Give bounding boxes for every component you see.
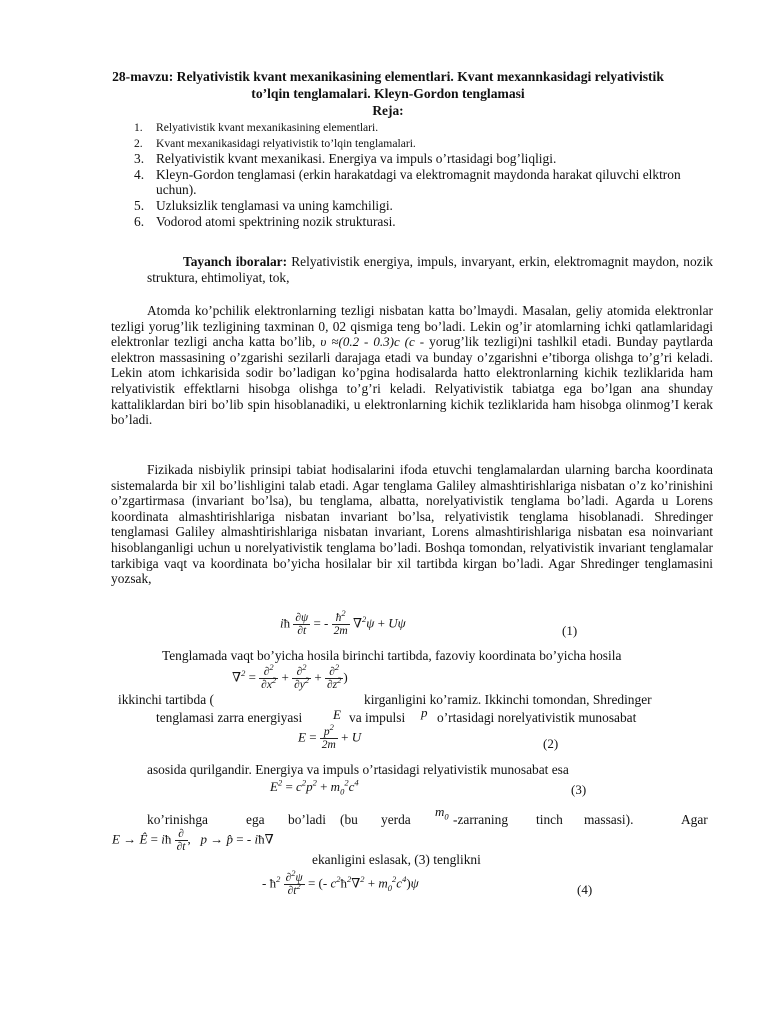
word: massasi). bbox=[584, 812, 634, 827]
ekanligini-text: ekanligini eslasak, (3) tenglikni bbox=[312, 852, 481, 867]
equation-4: - $ħ^2$ $\frac{\partial^2\psi}{\partial t^2}$ = (- $c^2ħ^2\nabla^2 + m_0^2c^4)\psi$ bbox=[262, 868, 419, 897]
word: Agar bbox=[681, 812, 708, 827]
ikkinchi-text-b: kirganligini ko’ramiz. Ikkinchi tomondan, Shredinger bbox=[364, 692, 652, 707]
page-title: 28-mavzu: Relyativistik kvant mexanikasining elementlari. Kvant mexannkasidagi relyativistik to’lqin tenglamalari. Kleyn-Gordon tenglamasi bbox=[112, 69, 664, 101]
rest-mass-symbol: $m_0$ bbox=[435, 804, 449, 822]
plan-item: 3. Relyativistik kvant mexanikasi. Energiya va impuls o’rtasidagi bog’liqligi. bbox=[134, 151, 557, 167]
word: ko’rinishga bbox=[147, 812, 208, 827]
zarra-mass-text: -zarraning bbox=[453, 812, 509, 827]
text-after-eq1: Tenglamada vaqt bo’yicha hosila birinchi tartibda, fazoviy koordinata bo’yicha hosila bbox=[162, 648, 622, 663]
plan-item: 6. Vodorod atomi spektrining nozik strukturasi. bbox=[134, 213, 396, 229]
equation-1: iħ $\frac{\partial\psi}{\partial t}$ = - $\frac{ħ^2}{2m}$ ∇$^2$ψ + Uψ bbox=[280, 608, 406, 637]
equation-1-number: (1) bbox=[562, 623, 578, 638]
energy-line-a: tenglamasi zarra energiyasi bbox=[156, 710, 303, 725]
laplacian-formula: ∇$^2$ = $\frac{\partial^2}{\partial x^2}$ + $\frac{\partial^2}{\partial y^2}$ + $\frac{\partial^2}{\partial z^2}$ ) bbox=[232, 662, 348, 691]
word: (bu bbox=[340, 812, 358, 827]
equation-2: E = $\frac{p^2}{2m}$ + U bbox=[298, 722, 362, 751]
energy-line-c: o’rtasidagi norelyativistik munosabat bbox=[437, 710, 637, 725]
ikkinchi-text-a: ikkinchi tartibda ( bbox=[118, 692, 214, 707]
plan-list bbox=[134, 120, 694, 229]
plan-heading: Reja: bbox=[372, 103, 404, 118]
asosida-text: asosida qurilgandir. Energiya va impuls o’rtasidagi relyativistik munosabat esa bbox=[147, 762, 569, 777]
plan-item: 2. Kvant mexanikasidagi relyativistik to’lqin tenglamalari. bbox=[134, 136, 416, 150]
plan-item: 4. Kleyn-Gordon tenglamasi (erkin harakatdagi va elektromagnit maydonda harakat qiluvchi elktron uchun). bbox=[134, 166, 681, 198]
energy-symbol: E bbox=[333, 707, 341, 722]
paragraph-2: Fizikada nisbiylik prinsipi tabiat hodisalarini ifoda etuvchi tenglamalardan ularning barcha koordinata sistemalarda bir xil bo’lishligini talab etadi. Agar tenglama Galiley almashtirishlariga nisbatan o’z ko’rinishini o’zgartirmasa (invariant bo’lsa), bu tenglama, albatta, norelyativistik tenglama bo’ladi. Agarda u Lorens koordinata almashtirishlariga nisbatan invariant bo’lsa, relyativistik tenglama hisoblanadi. Shredinger tenglamasi Galiley almashtirishlariga nisbatan invariant, Lorens almashtirishlariga nisbatan esa noinvariant hisoblanganligi uchun u norelyativistik tenglama bo’ladi. Boshqa tomondan, relyativistik invariant tenglamalar tarkibiga vaqt va koordinata bo’yicha hosilalar bir xil tartibda kirgan bo’ladi. Agar Shredinger tenglamasini yozsak, bbox=[111, 462, 713, 587]
momentum-symbol: p bbox=[421, 705, 428, 720]
word: ega bbox=[246, 812, 265, 827]
word: tinch bbox=[536, 812, 563, 827]
keywords-paragraph bbox=[147, 254, 713, 285]
word: yerda bbox=[381, 812, 411, 827]
velocity-formula: υ ≈(0.2 - 0.3)c (c - bbox=[320, 334, 425, 350]
keywords-text: Relyativistik energiya, impuls, invaryant, erkin, elektromagnit maydon, nozik struktura, ehtimoliyat, tok, bbox=[147, 254, 713, 285]
energy-line-b: va impulsi bbox=[349, 710, 406, 725]
word: bo’ladi bbox=[288, 812, 326, 827]
equation-3-number: (3) bbox=[571, 782, 587, 797]
equation-4-number: (4) bbox=[577, 882, 593, 897]
equation-3: $E^2 = c^2p^2 + m_0^2c^4$ bbox=[270, 777, 359, 797]
plan-item: 1. Relyativistik kvant mexanikasining elementlari. bbox=[134, 121, 379, 134]
keywords-label: Tayanch iboralar: bbox=[183, 254, 288, 269]
plan-item: 5. Uzluksizlik tenglamasi va uning kamchiligi. bbox=[134, 197, 393, 213]
paragraph-1: Atomda ko’pchilik elektronlarning tezligi nisbatan katta bo’lmaydi. Masalan, geliy atomida elektronlar tezligi yorug’lik tezligining taxminan 0, 02 qismiga teng bo’ladi. Lekin og’ir atomlarning ichki qatlamlaridagi elektronlar tezligi ancha katta bo’lib, υ ≈(0.2 - 0.3)c (c - yorug’lik tezligi)ni tashlkil etadi. Bunday paytlarda elektron massasining o’zgarishi sezilarli darajaga etadi va bunday o’zgarishni e’tiborga olishga to’g’ri keladi. Lekin atom ichkarisida sodir bo’ladigan ko’pgina hodisalarda hatto elektronlarning kichik tezliklarida ham relyativistik effektlarni hisobga olishga to’g’ri keladi. Relyativistik tabiatga ega bo’lgan ana shunday kattaliklardan biri bo’lib spin hisoblanadiki, u elektronlarning kichik tezliklarida ham hisobga olinmog’I kerak bo’ladi. bbox=[111, 303, 713, 428]
operator-formula: E → Ê = iħ $\frac{\partial}{\partial t}$ , p → p̂ = - iħ∇ bbox=[112, 828, 274, 853]
equation-2-number: (2) bbox=[543, 736, 559, 751]
